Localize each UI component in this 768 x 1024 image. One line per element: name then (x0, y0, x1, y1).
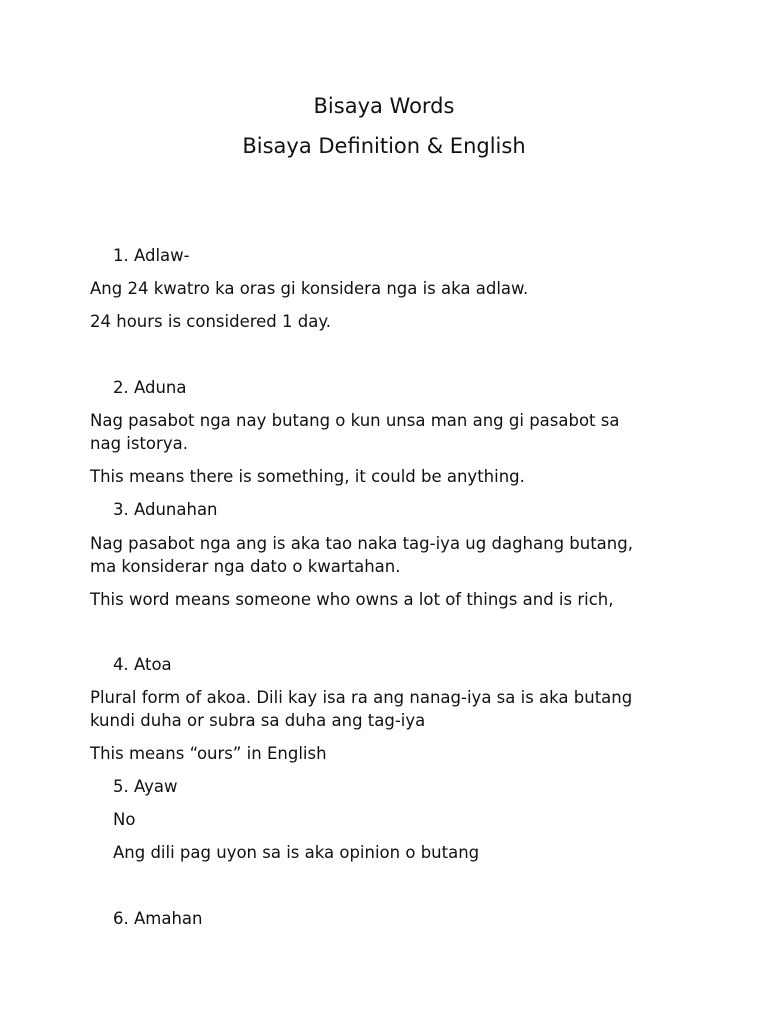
definition-bisaya-2: Nag pasabot nga nay butang o kun unsa man ang gi pasabot sa (90, 411, 620, 430)
list-item-heading-3: 3. Adunahan (113, 500, 218, 519)
definition-english-4: This means “ours” in English (90, 744, 327, 763)
definition-bisaya-4-cont: kundi duha or subra sa duha ang tag-iya (90, 711, 426, 730)
document-title: Bisaya Words (313, 94, 455, 118)
definition-bisaya-2-cont: nag istorya. (90, 434, 188, 453)
definition-english-1: 24 hours is considered 1 day. (90, 312, 332, 331)
definition-english-2: This means there is something, it could be anything. (90, 467, 525, 486)
list-item-heading-2: 2. Aduna (113, 378, 187, 397)
list-item-heading-5: 5. Ayaw (113, 777, 178, 796)
definition-bisaya-5: Ang dili pag uyon sa is aka opinion o butang (113, 843, 480, 862)
list-item-heading-6: 6. Amahan (113, 909, 203, 928)
definition-bisaya-1: Ang 24 kwatro ka oras gi konsidera nga is aka adlaw. (90, 279, 529, 298)
list-item-heading-1: 1. Adlaw- (113, 246, 190, 265)
definition-english-3: This word means someone who owns a lot of things and is rich, (90, 590, 614, 609)
definition-bisaya-3-cont: ma konsiderar nga dato o kwartahan. (90, 557, 401, 576)
definition-bisaya-4: Plural form of akoa. Dili kay isa ra ang nanag-iya sa is aka butang (90, 688, 633, 707)
definition-bisaya-3: Nag pasabot nga ang is aka tao naka tag-iya ug daghang butang, (90, 534, 633, 553)
document-subtitle: Bisaya Definition & English (242, 134, 526, 158)
definition-english-5: No (113, 810, 136, 829)
list-item-heading-4: 4. Atoa (113, 655, 172, 674)
